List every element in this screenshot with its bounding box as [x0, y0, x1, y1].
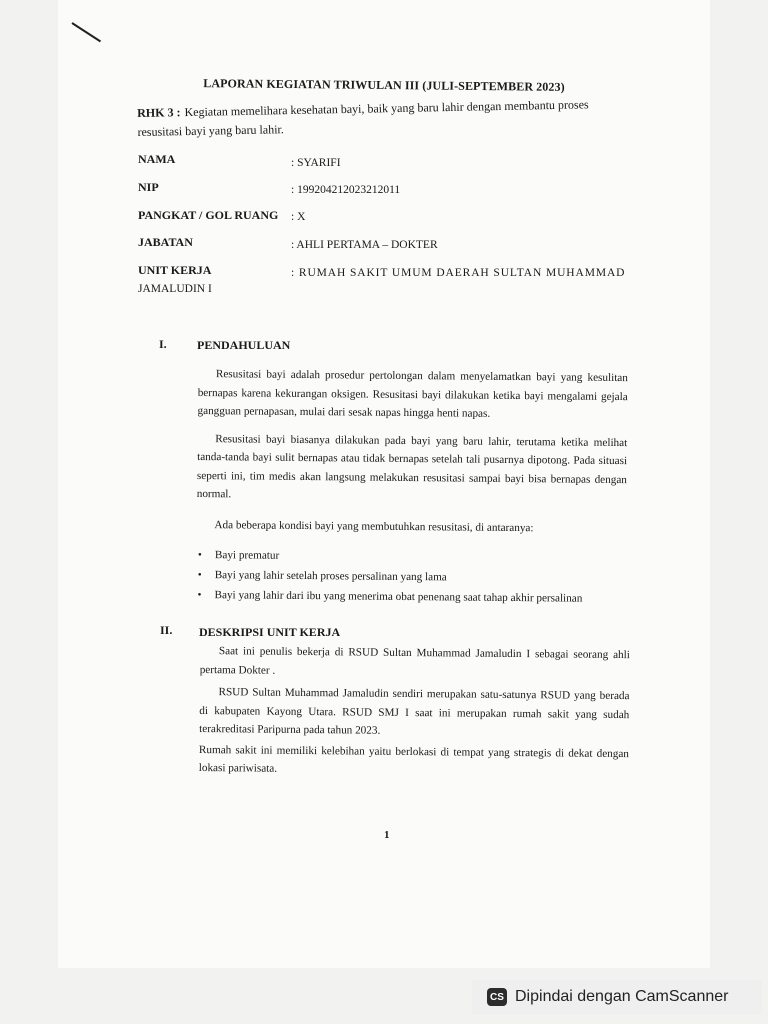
unit-kerja-continuation: JAMALUDIN I	[138, 283, 212, 295]
nama-label: NAMA	[138, 152, 176, 166]
camscanner-label: Dipindai dengan CamScanner	[515, 988, 729, 1005]
nip-label: NIP	[138, 180, 159, 194]
section-2-paragraph-3: Rumah sakit ini memiliki kelebihan yaitu berlokasi di tempat yang strategis di dekat dengan lokasi pariwisata.	[198, 743, 630, 775]
section-2-paragraph-1: Saat ini penulis bekerja di RSUD Sultan Muhammad Jamaludin I sebagai seorang ahli pertama Dokter .	[199, 645, 630, 677]
list-item	[197, 589, 617, 613]
jabatan-label: JABATAN	[138, 235, 193, 249]
list-item-text: Bayi yang lahir dari ibu yang menerima obat penenang saat tahap akhir persalinan	[214, 589, 583, 605]
bullet-icon: •	[197, 549, 202, 562]
bullet-icon: •	[197, 588, 202, 602]
unit-kerja-label: UNIT KERJA	[138, 263, 212, 277]
section-1-paragraph-2: Resusitasi bayi biasanya dilakukan pada bayi yang baru lahir, terutama ketika melihat tanda-tanda bayi sulit bernapas atau tidak bernapas setelah tali pusarnya dipotong. Pada situasi seperti ini, tim medis akan langsung melakukan resusitasi sampai bayi bisa bernapas dengan normal.	[196, 432, 628, 501]
camscanner-logo-icon: CS	[487, 988, 507, 1006]
unit-kerja-value: : RUMAH SAKIT UMUM DAERAH SULTAN MUHAMMAD	[291, 267, 626, 279]
rhk-text: Kegiatan memelihara kesehatan bayi, baik yang baru lahir dengan membantu proses resusitasi bayi yang baru lahir.	[137, 97, 589, 139]
pangkat-value: : X	[291, 211, 306, 223]
rhk-label: RHK 3 :	[137, 105, 181, 120]
section-1-number: I.	[159, 337, 167, 351]
condition-list	[197, 549, 618, 613]
bullet-icon: •	[197, 568, 202, 582]
jabatan-value: : AHLI PERTAMA – DOKTER	[291, 239, 438, 251]
section-1-heading: PENDAHULUAN	[197, 338, 291, 352]
list-item-text: Bayi yang lahir setelah proses persalinan yang lama	[214, 569, 447, 584]
camscanner-badge	[472, 980, 762, 1014]
nip-value: : 199204212023212011	[291, 184, 401, 196]
list-item-text: Bayi prematur	[214, 549, 280, 562]
section-2-number: II.	[160, 623, 173, 637]
section-2-paragraph-2: RSUD Sultan Muhammad Jamaludin sendiri merupakan satu-satunya RSUD yang berada di kabupaten Kayong Utara. RSUD SMJ I saat ini merupakan rumah sakit yang sudah terakreditasi Paripurna pada tahun 2023.	[199, 686, 630, 737]
nama-value: : SYARIFI	[291, 157, 341, 169]
section-2-body	[199, 642, 630, 782]
section-1-paragraph-1: Resusitasi bayi adalah prosedur pertolongan dalam menyelamatkan bayi yang kesulitan bernapas karena kekurangan oksigen. Resusitasi bayi dilakukan ketika bayi mengalami gejala gangguan pernapasan, mulai dari sesak napas hingga henti napas.	[197, 368, 628, 420]
document-title: LAPORAN KEGIATAN TRIWULAN III (JULI-SEPTEMBER 2023)	[203, 76, 565, 94]
pangkat-label: PANGKAT / GOL RUANG	[138, 208, 279, 222]
section-2-heading: DESKRIPSI UNIT KERJA	[199, 625, 341, 639]
section-1-body	[196, 365, 628, 538]
section-1-paragraph-3: Ada beberapa kondisi bayi yang membutuhkan resusitasi, di antaranya:	[214, 518, 534, 534]
page-number: 1	[384, 829, 390, 841]
